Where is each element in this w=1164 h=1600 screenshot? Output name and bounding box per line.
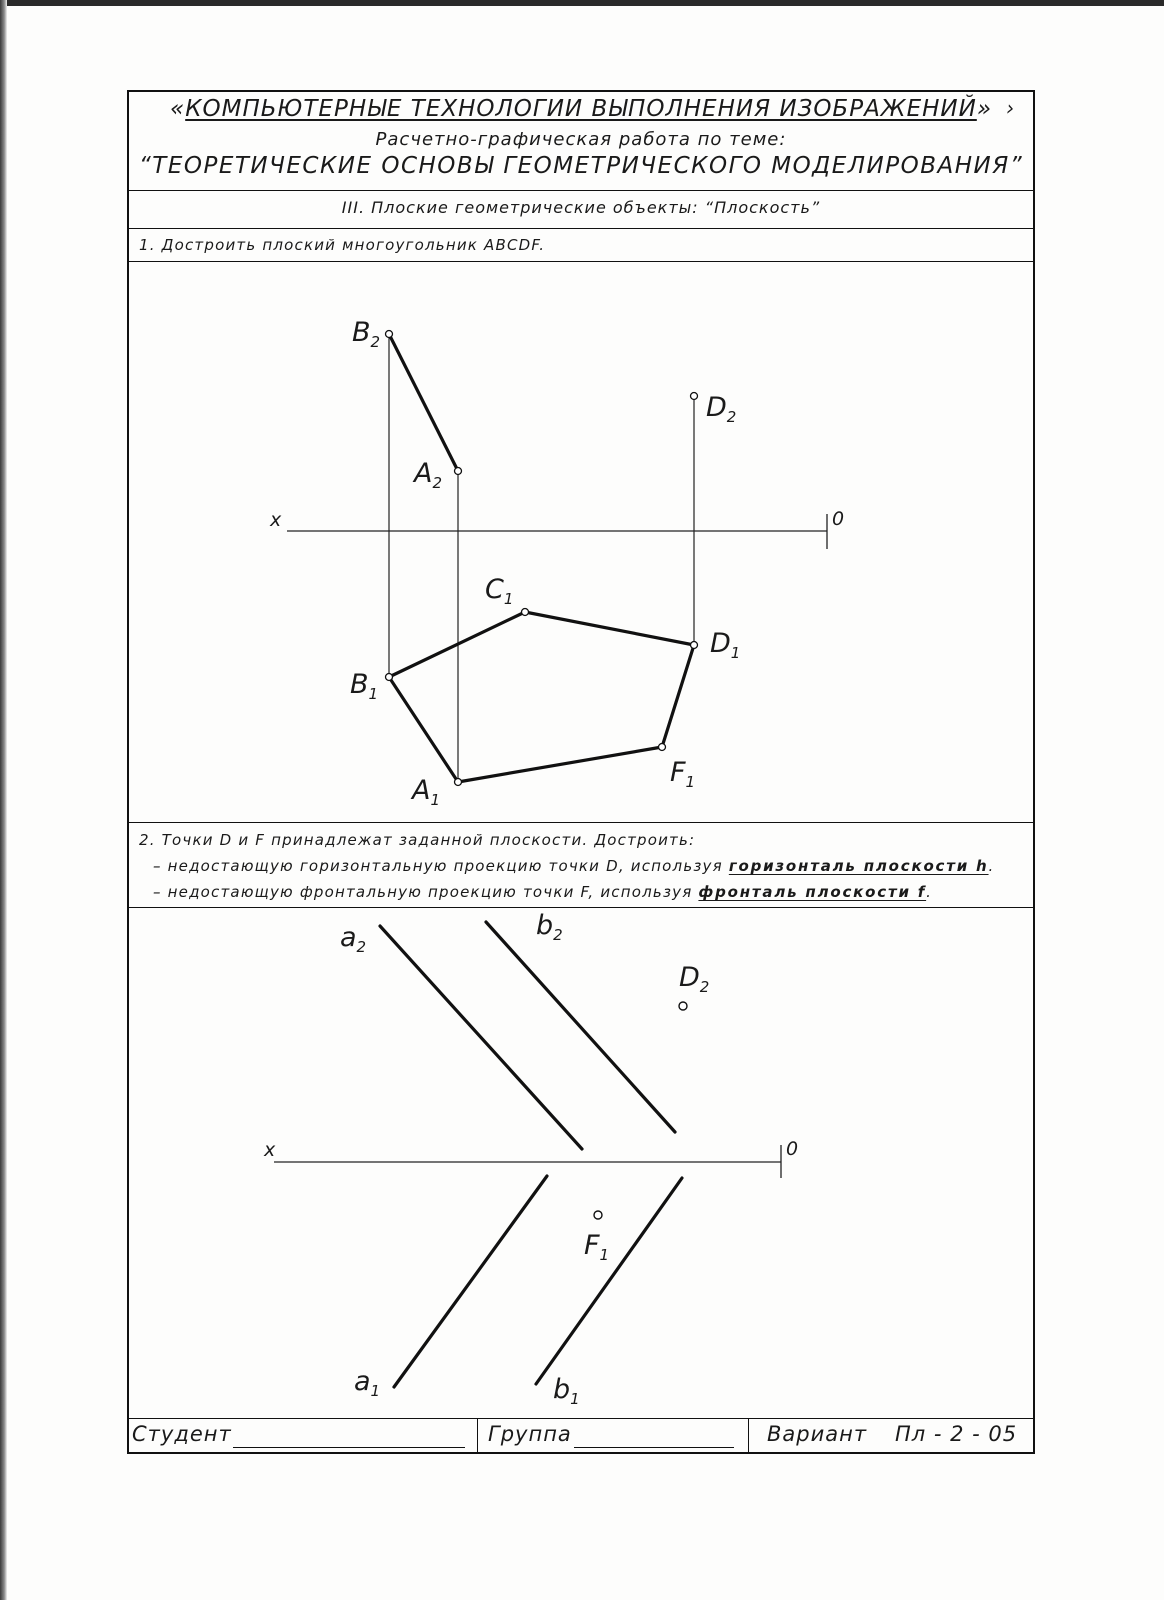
- label-d2-point: $D_2$: [679, 962, 710, 996]
- axis-x-label-2: x: [264, 1139, 276, 1161]
- task2-drawing: [263, 910, 798, 1408]
- point-c1-marker: [522, 609, 529, 616]
- task1-drawing: [269, 317, 844, 809]
- task1-text: 1. Достроить плоский многоугольник ABCDF.: [139, 236, 546, 254]
- course-title: КОМПЬЮТЕРНЫЕ ТЕХНОЛОГИИ ВЫПОЛНЕНИЯ ИЗОБРАЖЕНИЙ: [185, 96, 977, 122]
- task2-line1: 2. Точки D и F принадлежат заданной плоскости. Достроить:: [139, 831, 696, 849]
- axis-0-label-2: 0: [786, 1138, 799, 1160]
- point-b1-marker: [386, 674, 393, 681]
- task2-line2-suffix: .: [988, 857, 995, 875]
- point-d2-marker: [691, 393, 698, 400]
- point-d1-marker: [691, 642, 698, 649]
- task2-line3-suffix: .: [926, 883, 933, 901]
- label-a2: $A_2$: [414, 458, 443, 492]
- label-d1: $D_1$: [710, 628, 741, 662]
- label-b1: $B_1$: [350, 669, 379, 703]
- label-f1: $F_1$: [670, 757, 696, 791]
- task2-line3-prefix: – недостающую фронтальную проекцию точки F, используя: [153, 883, 699, 901]
- variant-label: Вариант: [767, 1422, 868, 1446]
- line-b2: [486, 922, 675, 1132]
- segment-a2b2: [389, 334, 458, 471]
- line-a1: [394, 1176, 547, 1387]
- point-f1-marker: [659, 744, 666, 751]
- open-quote: «: [169, 96, 186, 122]
- label-a1-line: $a_1$: [354, 1366, 381, 1400]
- point-b2-marker: [386, 331, 393, 338]
- close-quote: »: [976, 96, 993, 122]
- group-label: Группа: [488, 1422, 572, 1446]
- label-a2-line: $a_2$: [340, 922, 367, 956]
- work-type: Расчетно-графическая работа по теме:: [375, 129, 787, 150]
- label-a1: $A_1$: [412, 775, 441, 809]
- topic-title: “ТЕОРЕТИЧЕСКИЕ ОСНОВЫ ГЕОМЕТРИЧЕСКОГО МОДЕЛИРОВАНИЯ”: [138, 153, 1024, 179]
- variant-value: Пл - 2 - 05: [895, 1422, 1018, 1446]
- polygon-abcdf-1: [389, 612, 694, 782]
- line-b1: [536, 1178, 682, 1384]
- point-a2-marker: [455, 468, 462, 475]
- section-title: III. Плоские геометрические объекты: “Плоскость”: [341, 198, 821, 217]
- label-b2: $B_2$: [352, 317, 381, 351]
- label-f1-point: $F_1$: [584, 1230, 610, 1264]
- label-b2-line: $b_2$: [536, 910, 563, 944]
- task2-line2-prefix: – недостающую горизонтальную проекцию точки D, используя: [153, 857, 729, 875]
- stray-mark: ›: [1006, 96, 1015, 120]
- line-a2: [380, 926, 582, 1149]
- label-b1-line: $b_1$: [553, 1374, 580, 1408]
- student-label: Студент: [132, 1422, 232, 1446]
- label-d2: $D_2$: [706, 392, 737, 426]
- point-f1-marker-2: [594, 1211, 602, 1219]
- frontal-term: фронталь плоскости f: [698, 883, 927, 901]
- horizontal-term: горизонталь плоскости h: [728, 857, 989, 875]
- label-c1: $C_1$: [485, 574, 514, 608]
- point-a1-marker: [455, 779, 462, 786]
- axis-0-label-1: 0: [832, 508, 845, 530]
- axis-x-label-1: x: [270, 509, 282, 531]
- point-d2-marker-2: [679, 1002, 687, 1010]
